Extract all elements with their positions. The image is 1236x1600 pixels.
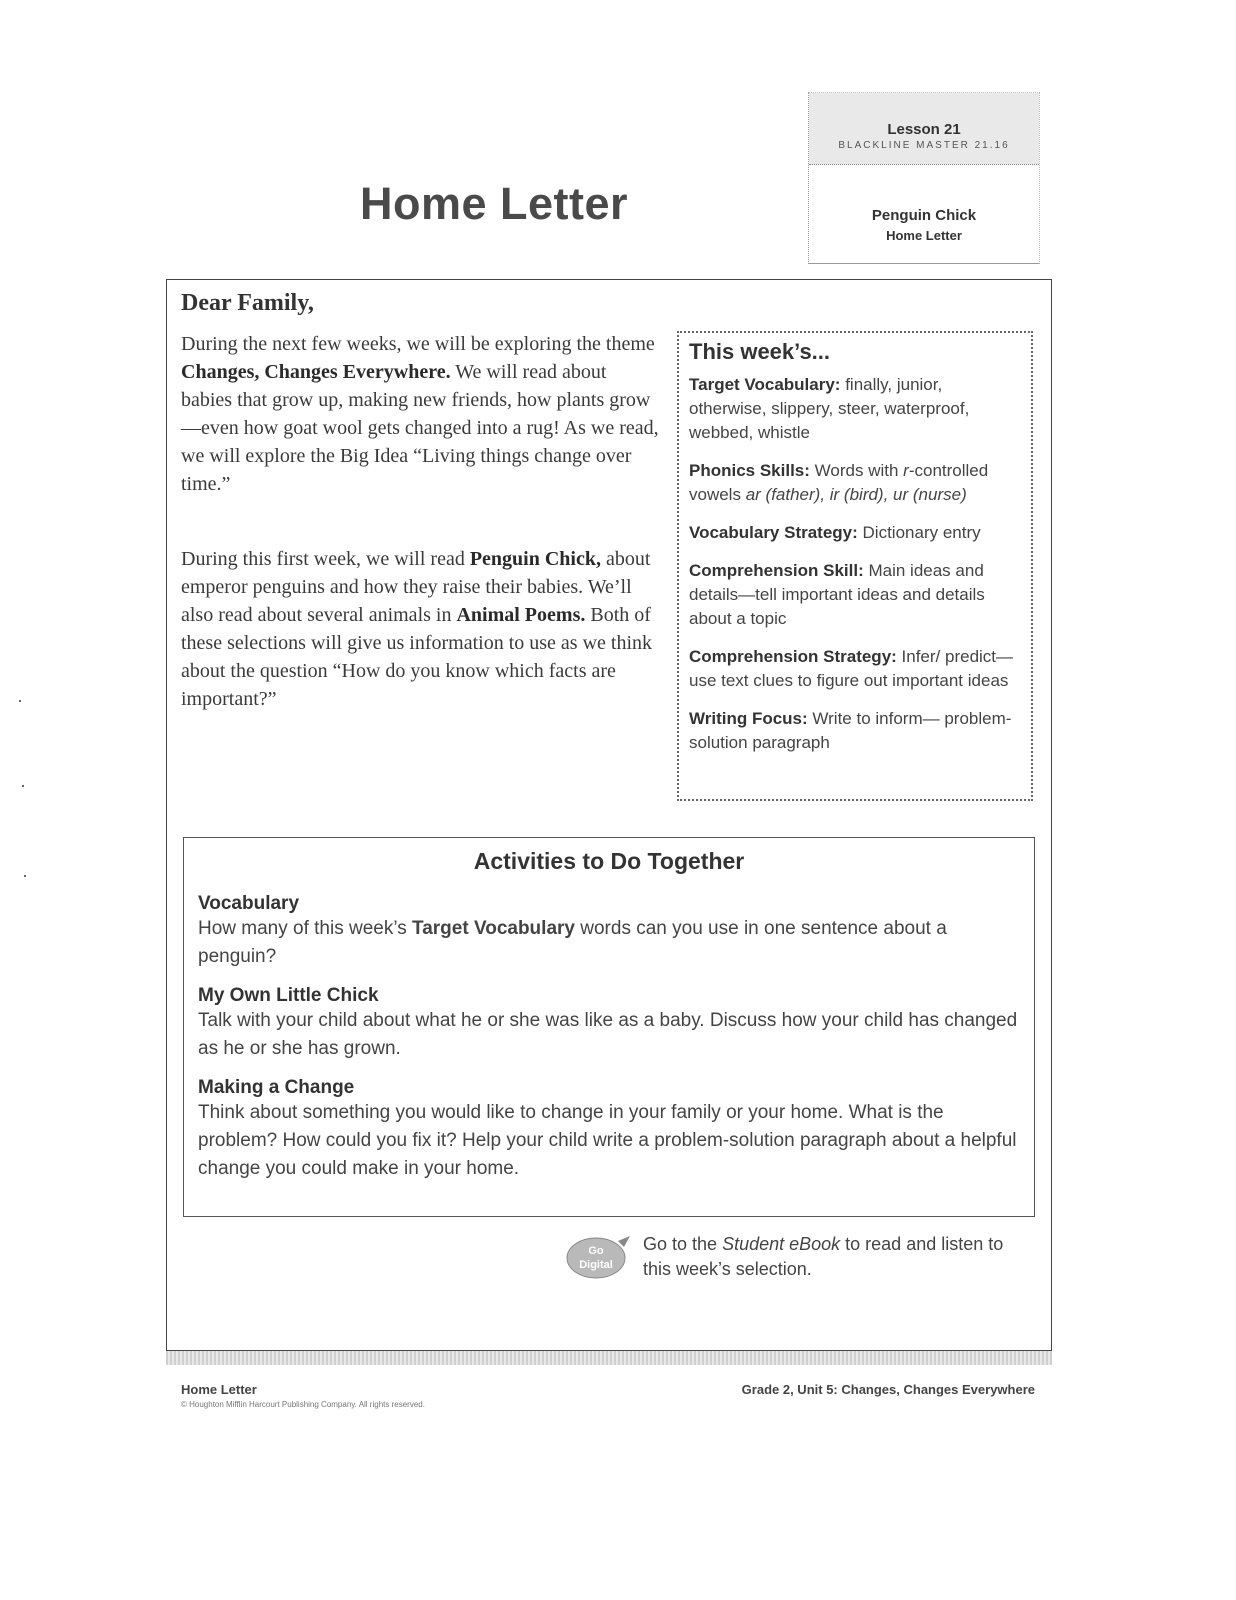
writing-text: Write to inform— problem-solution paragraph: [689, 709, 1012, 752]
lesson-box: [808, 92, 1040, 264]
comp-strategy-text: Infer/ predict—use text clues to figure out important ideas: [689, 647, 1014, 690]
go-digital-icon: [566, 1235, 632, 1281]
lesson-header: [809, 93, 1039, 165]
change-body: Think about something you would like to change in your family or your home. What is the problem? How could you fix it? Help your child write a problem-solution paragraph about a helpful change you could make in your home.: [198, 1102, 1017, 1179]
p2-text-a: During this first week, we will read: [181, 548, 470, 570]
ebook-title: Student eBook: [722, 1234, 841, 1254]
comprehension-strategy: [689, 645, 1021, 693]
blackline-master: BLACKLINE MASTER 21.16: [838, 140, 1010, 151]
lesson-number: Lesson 21: [887, 121, 961, 138]
vocabulary-heading: Vocabulary: [198, 893, 300, 914]
target-vocabulary: [689, 373, 1021, 445]
copyright: © Houghton Mifflin Harcourt Publishing Company. All rights reserved.: [181, 1400, 425, 1409]
chick-heading: My Own Little Chick: [198, 985, 379, 1006]
letter-paragraph-1: [181, 330, 659, 498]
this-week-box: [677, 331, 1033, 801]
phonics-r: r: [903, 461, 909, 480]
vocab-body-b: words can you use in one sentence about a penguin?: [198, 918, 947, 967]
phonics-label: Phonics Skills:: [689, 461, 810, 480]
phonics-examples: ar (father), ir (bird), ur (nurse): [745, 485, 967, 504]
vocab-body-bold: Target Vocabulary: [412, 918, 575, 939]
vocab-strategy-text: Dictionary entry: [857, 523, 981, 542]
p2-text-c: Both of these selections will give us information to use as we think about the question “How do you know which facts are important?”: [181, 604, 653, 710]
activities-title: Activities to Do Together: [473, 848, 745, 874]
selection-subtitle: Home Letter: [886, 228, 962, 243]
p1-text-a: During the next few weeks, we will be exploring the theme: [181, 333, 655, 355]
vocab-strategy-label: Vocabulary Strategy:: [689, 523, 858, 542]
ebook-note-a: Go to the: [643, 1234, 723, 1254]
change-heading: Making a Change: [198, 1077, 355, 1098]
phonics-text-a: Words with: [809, 461, 904, 480]
vocabulary-strategy: [689, 521, 1021, 545]
scan-speck: [19, 700, 21, 702]
page-title: Home Letter: [360, 178, 629, 229]
go-digital-line2: Digital: [579, 1259, 613, 1271]
writing-label: Writing Focus:: [689, 709, 808, 728]
footer-title: Home Letter: [181, 1382, 257, 1397]
ebook-note: [643, 1232, 1023, 1282]
ebook-note-b: to read and listen to this week’s selection.: [643, 1234, 1004, 1279]
p2-text-b: about emperor penguins and how they raise their babies. We’ll also read about several animals in: [181, 548, 651, 626]
target-vocabulary-label: Target Vocabulary:: [689, 375, 841, 394]
vocabulary-body: [198, 915, 1020, 971]
theme-name: Changes, Changes Everywhere.: [181, 361, 451, 383]
comp-skill-label: Comprehension Skill:: [689, 561, 864, 580]
frame-shadow: [166, 1351, 1052, 1365]
book-title-1: Penguin Chick,: [469, 548, 601, 570]
letter-paragraph-2: [181, 545, 659, 713]
writing-focus: [689, 707, 1021, 755]
comp-strategy-label: Comprehension Strategy:: [689, 647, 897, 666]
scan-speck: [22, 785, 24, 787]
selection-title: Penguin Chick: [871, 207, 977, 224]
chick-body: Talk with your child about what he or she was like as a baby. Discuss how your child has changed as he or she has grown.: [198, 1010, 1018, 1059]
comprehension-skill: [689, 559, 1021, 631]
this-week-title: This week’s...: [689, 339, 831, 364]
target-vocabulary-text: finally, junior, otherwise, slippery, steer, waterproof, webbed, whistle: [689, 375, 970, 442]
scan-speck: [24, 875, 26, 877]
footer-grade-unit: Grade 2, Unit 5: Changes, Changes Everywhere: [741, 1382, 1035, 1397]
greeting: Dear Family,: [181, 290, 314, 316]
p1-text-b: We will read about babies that grow up, making new friends, how plants grow—even how goat wool gets changed into a rug! As we read, we will explore the Big Idea “Living things change over time.”: [181, 361, 659, 495]
vocab-body-a: How many of this week’s: [198, 918, 413, 939]
go-digital-line1: Go: [588, 1245, 604, 1257]
activities-box: [183, 837, 1035, 1217]
phonics-skills: [689, 459, 1021, 507]
book-title-2: Animal Poems.: [456, 604, 586, 626]
phonics-text-b: -controlled vowels: [689, 461, 989, 504]
comp-skill-text: Main ideas and details—tell important ideas and details about a topic: [689, 561, 985, 628]
